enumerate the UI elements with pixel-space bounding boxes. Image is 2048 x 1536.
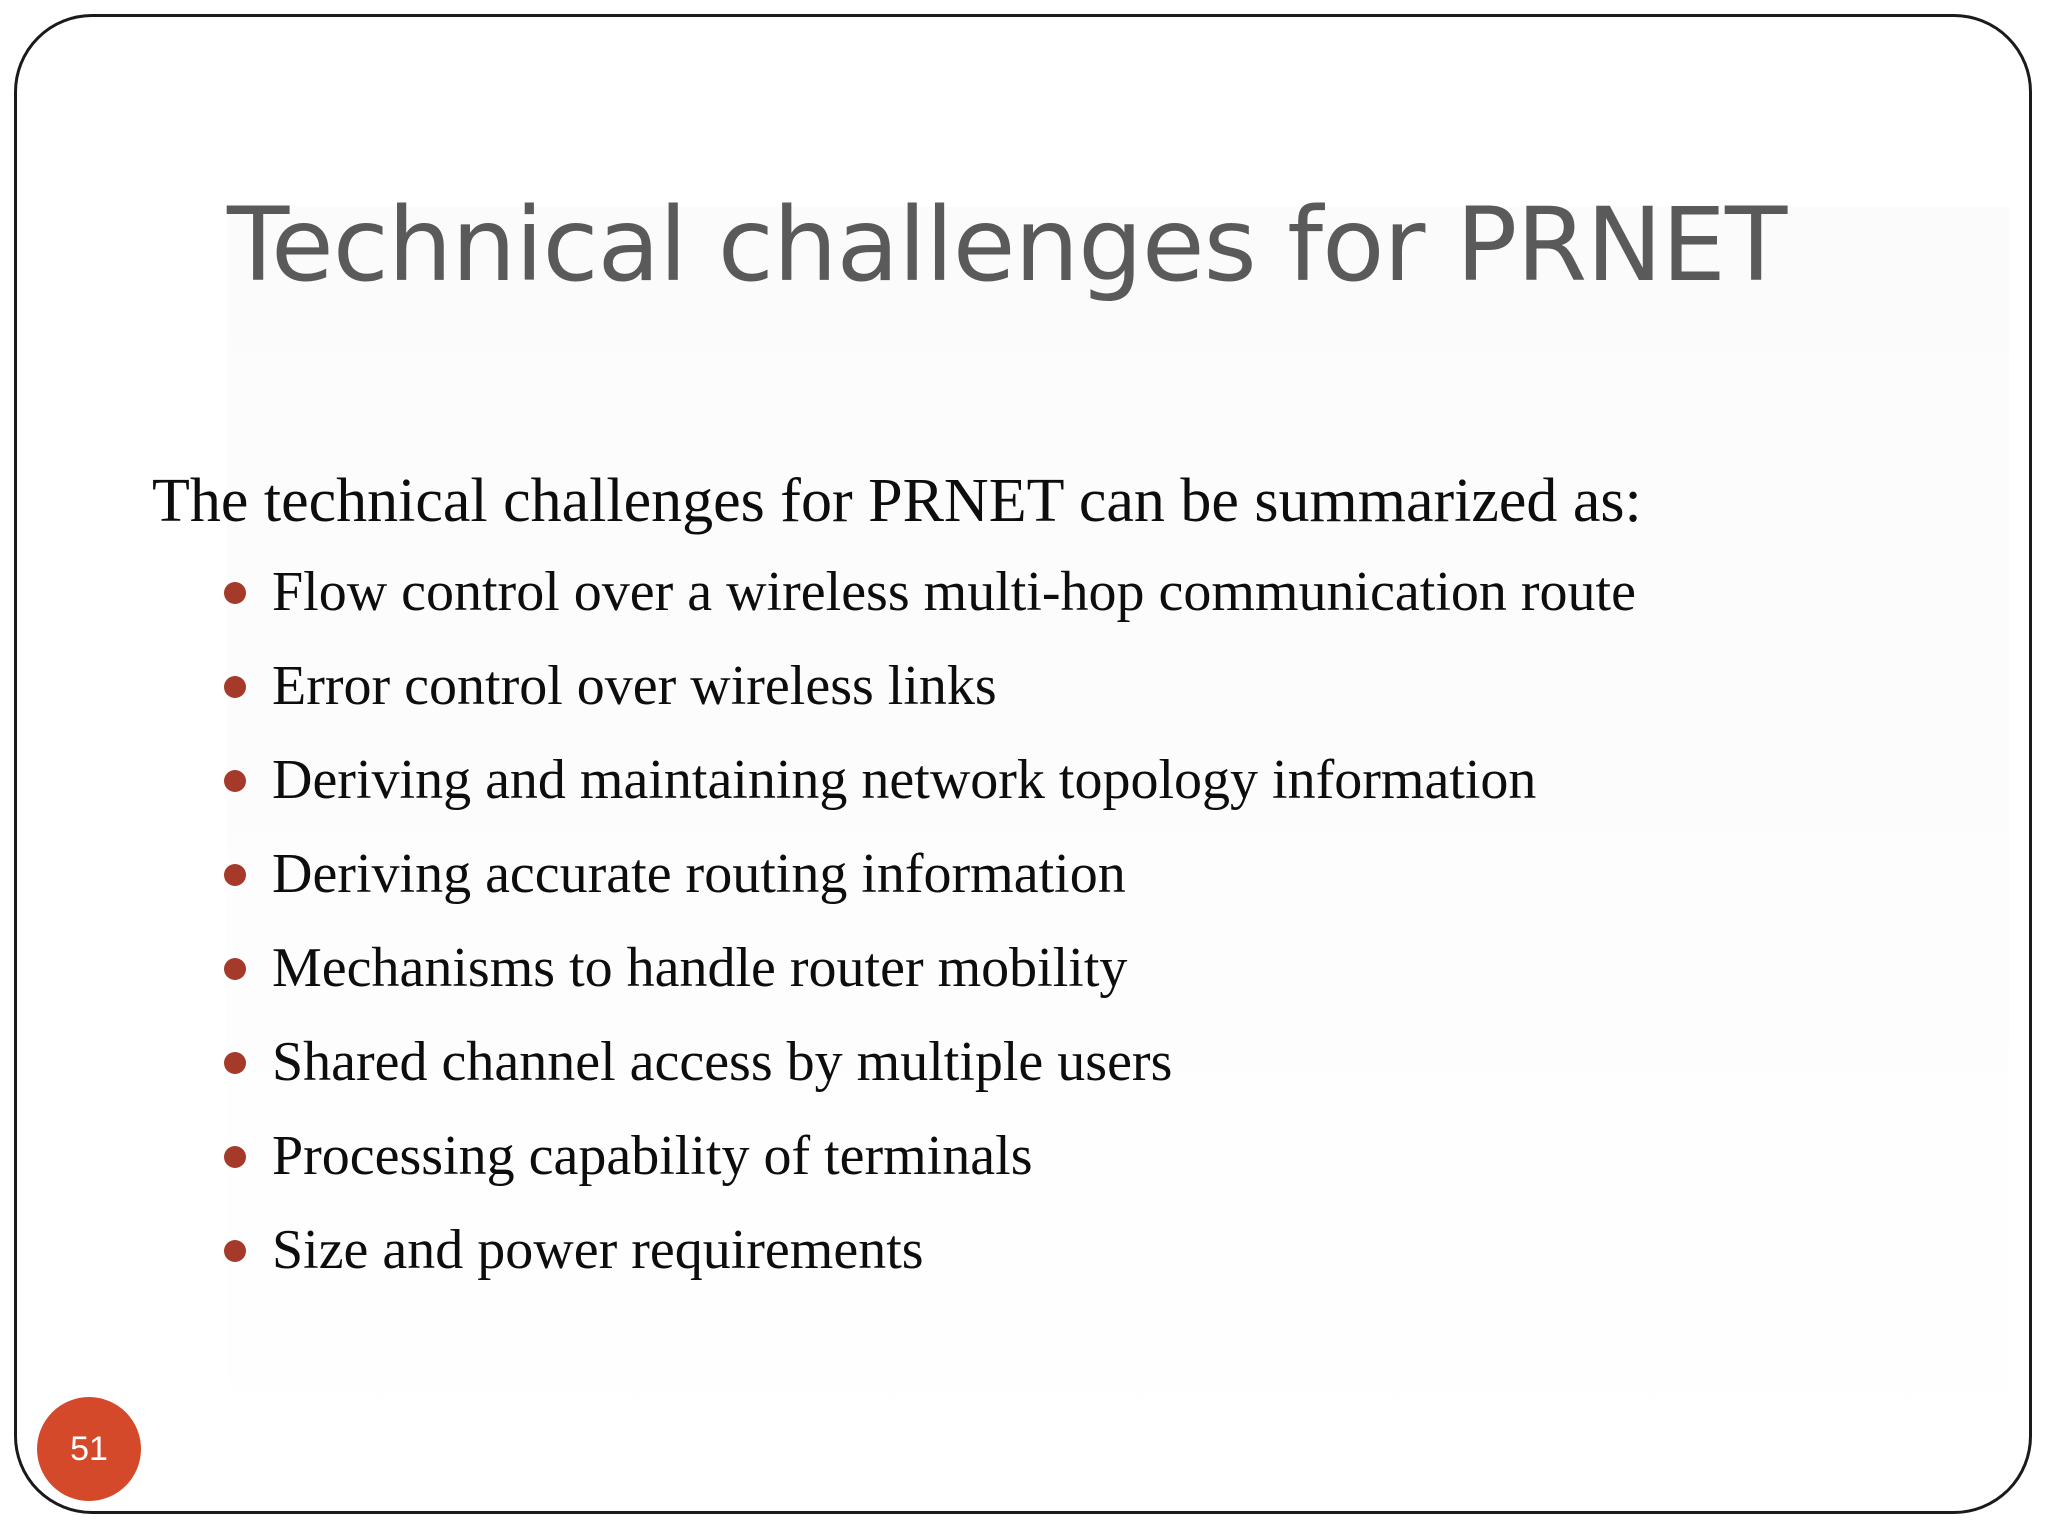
bullet-dot-icon: [224, 864, 246, 886]
slide-frame: [14, 14, 2032, 1514]
list-item: [222, 733, 1992, 827]
bullet-text: Size and power requirements: [272, 1219, 924, 1281]
bullet-dot-icon: [224, 1052, 246, 1074]
bullet-dot-icon: [224, 676, 246, 698]
list-item: [222, 639, 1992, 733]
intro-text: The technical challenges for PRNET can be summarized as:: [152, 467, 1642, 535]
bullet-dot-icon: [224, 770, 246, 792]
list-item: [222, 1015, 1992, 1109]
bullet-dot-icon: [224, 1240, 246, 1262]
bullet-text: Error control over wireless links: [272, 655, 997, 717]
slide-body: [152, 457, 1992, 1297]
bullet-text: Shared channel access by multiple users: [272, 1031, 1173, 1093]
list-item: [222, 921, 1992, 1015]
bullet-text: Deriving accurate routing information: [272, 843, 1126, 905]
page-number-badge: [37, 1397, 141, 1501]
bullet-text: Mechanisms to handle router mobility: [272, 937, 1128, 999]
list-item: [222, 1203, 1992, 1297]
bullet-text: Deriving and maintaining network topology information: [272, 749, 1537, 811]
page-number: 51: [70, 1429, 108, 1468]
list-item: [222, 545, 1992, 639]
bullet-dot-icon: [224, 958, 246, 980]
slide-title: Technical challenges for PRNET: [227, 186, 1787, 305]
bullet-dot-icon: [224, 582, 246, 604]
bullet-text: Flow control over a wireless multi-hop communication route: [272, 561, 1636, 623]
bullet-dot-icon: [224, 1146, 246, 1168]
bullet-text: Processing capability of terminals: [272, 1125, 1033, 1187]
list-item: [222, 827, 1992, 921]
bullet-list: [152, 545, 1992, 1297]
list-item: [222, 1109, 1992, 1203]
